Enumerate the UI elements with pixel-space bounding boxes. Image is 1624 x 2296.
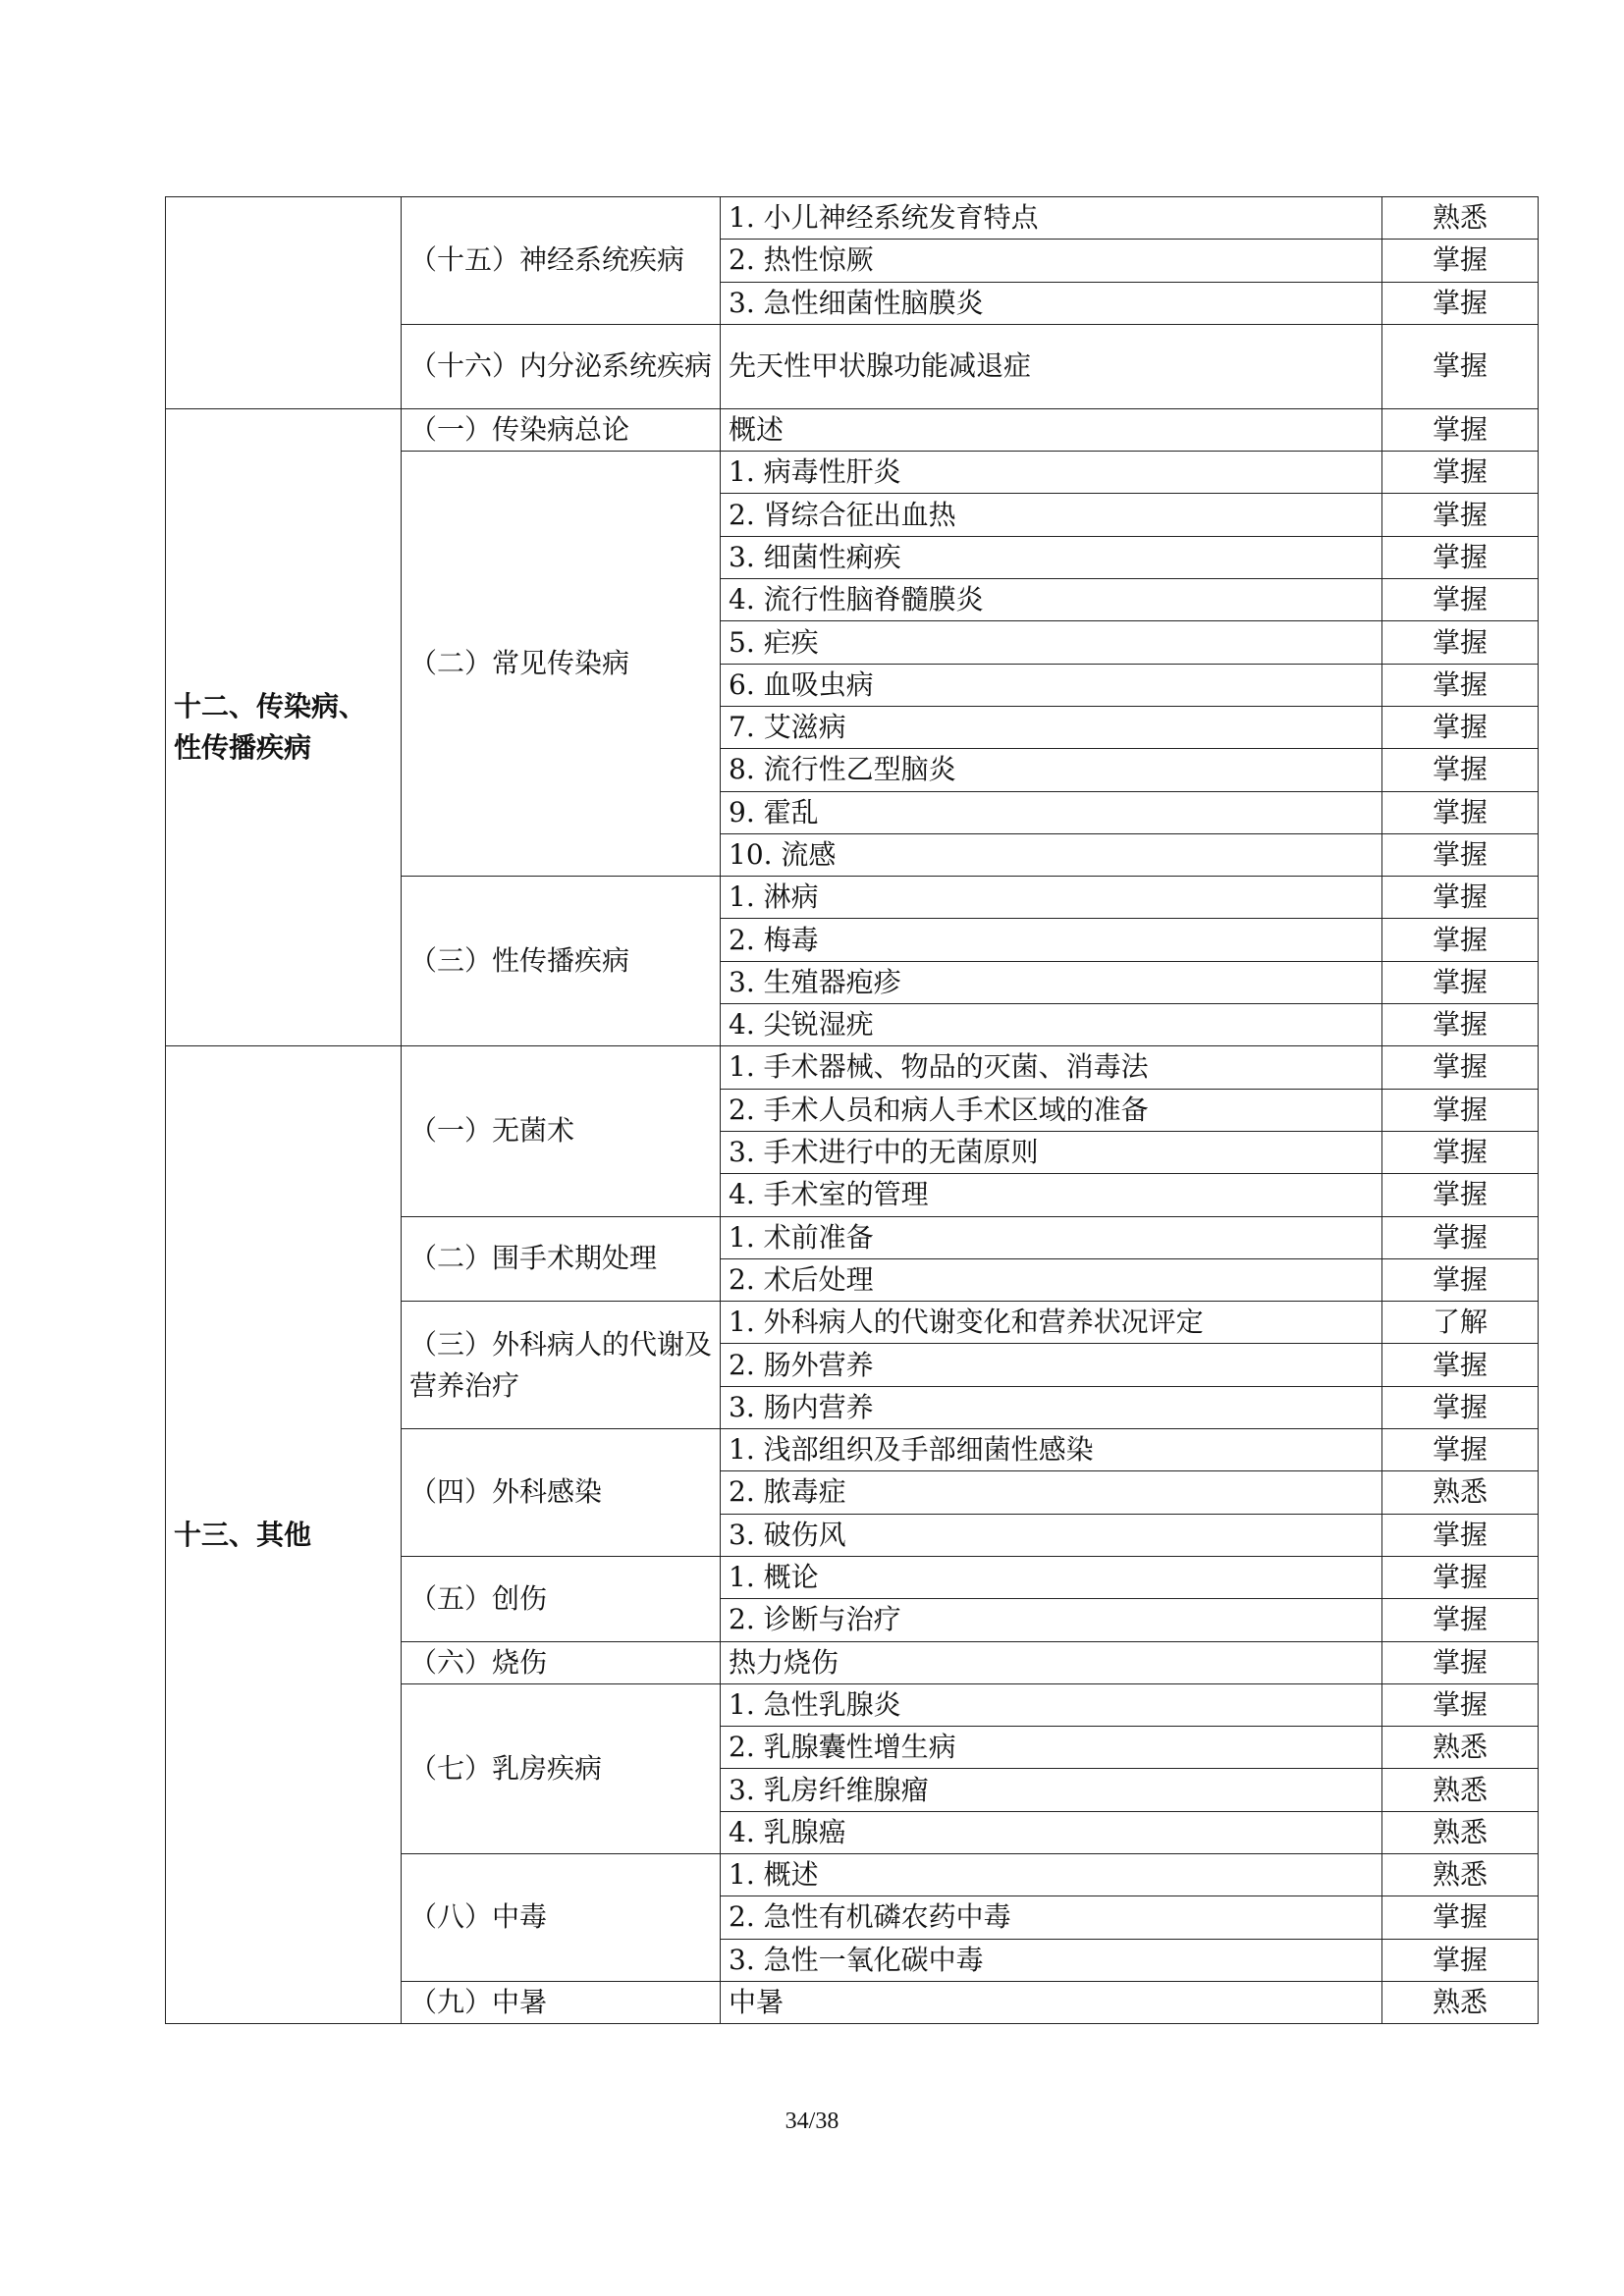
table-row (166, 1046, 1539, 1089)
unit-cell: （一）无菌术 (402, 1046, 721, 1216)
topic-cell: 2. 肠外营养 (721, 1344, 1382, 1386)
requirement-level-cell: 掌握 (1382, 1556, 1539, 1598)
requirement-level-cell: 掌握 (1382, 324, 1539, 408)
requirement-level-cell: 熟悉 (1382, 197, 1539, 240)
topic-cell: 2. 急性有机磷农药中毒 (721, 1896, 1382, 1939)
topic-cell: 1. 概述 (721, 1853, 1382, 1896)
requirement-level-cell: 熟悉 (1382, 1769, 1539, 1811)
topic-cell: 4. 手术室的管理 (721, 1174, 1382, 1216)
topic-cell: 1. 急性乳腺炎 (721, 1683, 1382, 1726)
unit-cell: （八）中毒 (402, 1853, 721, 1981)
topic-cell: 2. 肾综合征出血热 (721, 494, 1382, 536)
topic-cell: 1. 小儿神经系统发育特点 (721, 197, 1382, 240)
topic-cell: 3. 手术进行中的无菌原则 (721, 1131, 1382, 1173)
requirement-level-cell: 掌握 (1382, 1683, 1539, 1726)
requirement-level-cell: 掌握 (1382, 961, 1539, 1003)
topic-cell: 4. 流行性脑脊髓膜炎 (721, 579, 1382, 621)
requirement-level-cell: 掌握 (1382, 1599, 1539, 1641)
unit-cell: （二）围手术期处理 (402, 1216, 721, 1302)
topic-cell: 2. 脓毒症 (721, 1471, 1382, 1514)
topic-cell: 2. 诊断与治疗 (721, 1599, 1382, 1641)
table-row (166, 197, 1539, 240)
requirement-level-cell: 熟悉 (1382, 1811, 1539, 1853)
requirement-level-cell: 掌握 (1382, 1258, 1539, 1301)
requirement-level-cell: 掌握 (1382, 1344, 1539, 1386)
chapter-cell (166, 197, 402, 409)
unit-cell: （一）传染病总论 (402, 408, 721, 451)
topic-cell: 2. 梅毒 (721, 919, 1382, 961)
topic-cell: 概述 (721, 408, 1382, 451)
requirement-level-cell: 掌握 (1382, 1046, 1539, 1089)
requirement-level-cell: 掌握 (1382, 1089, 1539, 1131)
unit-cell: （三）性传播疾病 (402, 877, 721, 1046)
topic-cell: 中暑 (721, 1981, 1382, 2023)
topic-cell: 热力烧伤 (721, 1641, 1382, 1683)
requirement-level-cell: 掌握 (1382, 452, 1539, 494)
requirement-level-cell: 掌握 (1382, 706, 1539, 748)
topic-cell: 9. 霍乱 (721, 791, 1382, 833)
requirement-level-cell: 了解 (1382, 1302, 1539, 1344)
requirement-level-cell: 掌握 (1382, 1429, 1539, 1471)
requirement-level-cell: 熟悉 (1382, 1471, 1539, 1514)
requirement-level-cell: 掌握 (1382, 1131, 1539, 1173)
requirement-level-cell: 掌握 (1382, 408, 1539, 451)
requirement-level-cell: 掌握 (1382, 664, 1539, 706)
topic-cell: 3. 乳房纤维腺瘤 (721, 1769, 1382, 1811)
requirement-level-cell: 掌握 (1382, 282, 1539, 324)
topic-cell: 先天性甲状腺功能减退症 (721, 324, 1382, 408)
chapter-title-line: 十二、传染病、 (174, 690, 367, 723)
unit-cell: （五）创伤 (402, 1556, 721, 1641)
topic-cell: 1. 术前准备 (721, 1216, 1382, 1258)
requirement-level-cell: 掌握 (1382, 494, 1539, 536)
requirement-level-cell: 掌握 (1382, 1641, 1539, 1683)
unit-cell: （三）外科病人的代谢及营养治疗 (402, 1302, 721, 1429)
topic-cell: 1. 浅部组织及手部细菌性感染 (721, 1429, 1382, 1471)
requirement-level-cell: 掌握 (1382, 1174, 1539, 1216)
requirement-level-cell: 掌握 (1382, 919, 1539, 961)
requirement-level-cell: 掌握 (1382, 791, 1539, 833)
requirement-level-cell: 掌握 (1382, 749, 1539, 791)
unit-cell: （十六）内分泌系统疾病 (402, 324, 721, 408)
topic-cell: 4. 乳腺癌 (721, 1811, 1382, 1853)
topic-cell: 3. 破伤风 (721, 1514, 1382, 1556)
table-row (166, 408, 1539, 451)
chapter-cell: 十三、其他 (166, 1046, 402, 2024)
topic-cell: 2. 手术人员和病人手术区域的准备 (721, 1089, 1382, 1131)
requirement-level-cell: 掌握 (1382, 1896, 1539, 1939)
requirement-level-cell: 掌握 (1382, 1514, 1539, 1556)
chapter-title-line: 性传播疾病 (174, 731, 312, 765)
topic-cell: 3. 生殖器疱疹 (721, 961, 1382, 1003)
topic-cell: 5. 疟疾 (721, 621, 1382, 664)
syllabus-table-body (166, 197, 1539, 2024)
topic-cell: 3. 急性细菌性脑膜炎 (721, 282, 1382, 324)
topic-cell: 1. 概论 (721, 1556, 1382, 1598)
syllabus-table (165, 196, 1539, 2024)
topic-cell: 1. 手术器械、物品的灭菌、消毒法 (721, 1046, 1382, 1089)
requirement-level-cell: 掌握 (1382, 877, 1539, 919)
requirement-level-cell: 掌握 (1382, 833, 1539, 876)
requirement-level-cell: 熟悉 (1382, 1981, 1539, 2023)
requirement-level-cell: 掌握 (1382, 1386, 1539, 1428)
unit-cell: （十五）神经系统疾病 (402, 197, 721, 325)
requirement-level-cell: 掌握 (1382, 536, 1539, 578)
topic-cell: 2. 热性惊厥 (721, 240, 1382, 282)
topic-cell: 1. 病毒性肝炎 (721, 452, 1382, 494)
topic-cell: 2. 乳腺囊性增生病 (721, 1727, 1382, 1769)
topic-cell: 1. 外科病人的代谢变化和营养状况评定 (721, 1302, 1382, 1344)
unit-cell: （六）烧伤 (402, 1641, 721, 1683)
page-number: 34/38 (785, 2109, 839, 2134)
topic-cell: 10. 流感 (721, 833, 1382, 876)
topic-cell: 8. 流行性乙型脑炎 (721, 749, 1382, 791)
topic-cell: 1. 淋病 (721, 877, 1382, 919)
chapter-cell (166, 408, 402, 1045)
unit-cell: （九）中暑 (402, 1981, 721, 2023)
unit-cell: （二）常见传染病 (402, 452, 721, 877)
requirement-level-cell: 掌握 (1382, 579, 1539, 621)
topic-cell: 7. 艾滋病 (721, 706, 1382, 748)
requirement-level-cell: 掌握 (1382, 621, 1539, 664)
requirement-level-cell: 掌握 (1382, 240, 1539, 282)
topic-cell: 3. 肠内营养 (721, 1386, 1382, 1428)
requirement-level-cell: 熟悉 (1382, 1853, 1539, 1896)
unit-cell: （七）乳房疾病 (402, 1683, 721, 1853)
requirement-level-cell: 掌握 (1382, 1004, 1539, 1046)
topic-cell: 6. 血吸虫病 (721, 664, 1382, 706)
requirement-level-cell: 掌握 (1382, 1939, 1539, 1981)
topic-cell: 3. 细菌性痢疾 (721, 536, 1382, 578)
requirement-level-cell: 熟悉 (1382, 1727, 1539, 1769)
unit-cell: （四）外科感染 (402, 1429, 721, 1557)
requirement-level-cell: 掌握 (1382, 1216, 1539, 1258)
topic-cell: 3. 急性一氧化碳中毒 (721, 1939, 1382, 1981)
topic-cell: 4. 尖锐湿疣 (721, 1004, 1382, 1046)
topic-cell: 2. 术后处理 (721, 1258, 1382, 1301)
